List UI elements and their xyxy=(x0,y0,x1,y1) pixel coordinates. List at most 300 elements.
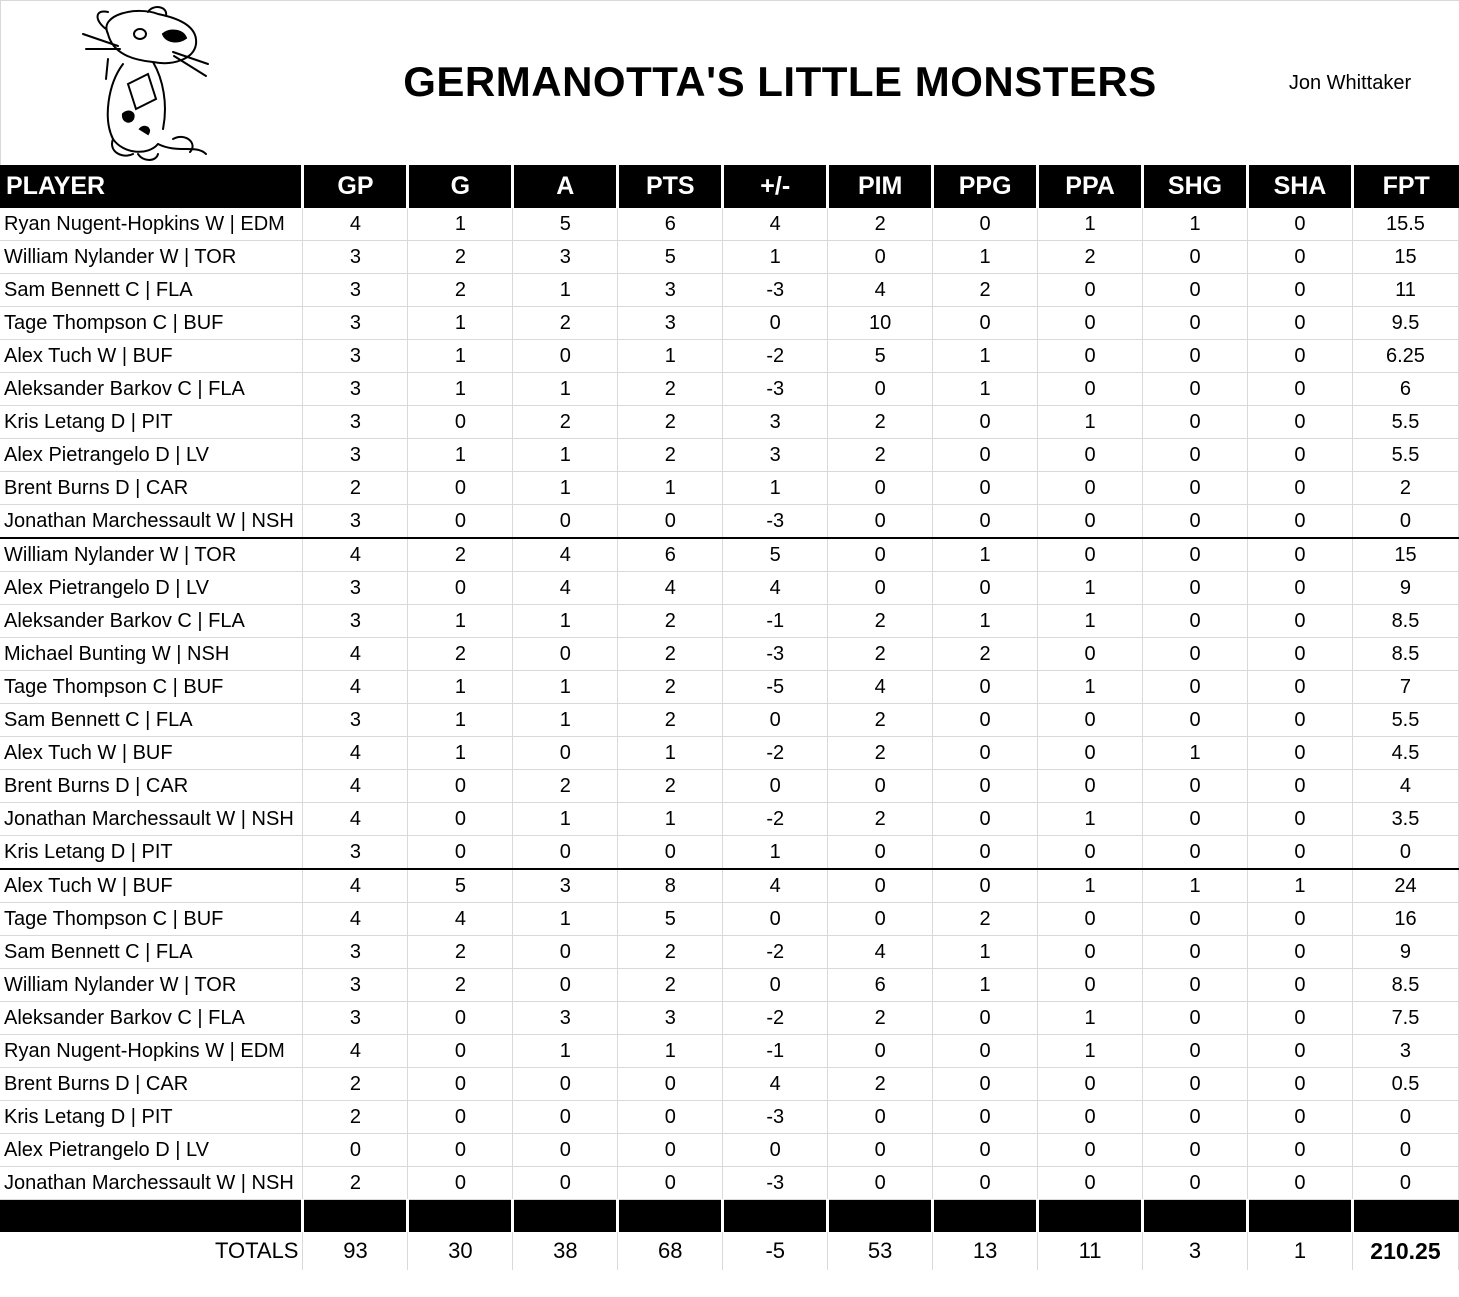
stat-cell: 0 xyxy=(1248,307,1353,340)
player-name: William Nylander W | TOR xyxy=(0,241,303,274)
separator-cell xyxy=(1038,1200,1143,1233)
stat-cell: 0 xyxy=(1038,704,1143,737)
player-name: Tage Thompson C | BUF xyxy=(0,903,303,936)
stat-cell: 4 xyxy=(513,538,618,572)
stat-cell: 5.5 xyxy=(1352,439,1458,472)
stat-cell: 1 xyxy=(1038,1035,1143,1068)
left-border xyxy=(0,0,1,165)
stat-cell: 0 xyxy=(933,803,1038,836)
table-row xyxy=(0,208,1459,241)
stat-cell: 1 xyxy=(513,472,618,505)
stat-cell: -2 xyxy=(723,936,828,969)
stat-cell: 0 xyxy=(1038,307,1143,340)
stat-cell: 3 xyxy=(513,1002,618,1035)
stat-cell: 0 xyxy=(723,704,828,737)
stat-cell: 0 xyxy=(408,505,513,539)
stat-cell: 0 xyxy=(1038,737,1143,770)
stat-cell: 0 xyxy=(723,969,828,1002)
stat-cell: 2 xyxy=(828,803,933,836)
totals-label: TOTALS xyxy=(0,1232,303,1270)
table-row xyxy=(0,1101,1459,1134)
stat-cell: 0 xyxy=(1248,836,1353,870)
stat-cell: 2 xyxy=(408,936,513,969)
stat-cell: 0 xyxy=(1038,373,1143,406)
stat-cell: 0 xyxy=(1248,1002,1353,1035)
stat-cell: -2 xyxy=(723,803,828,836)
stat-cell: 4 xyxy=(723,869,828,903)
stat-cell: 0 xyxy=(1352,1167,1458,1200)
stat-cell: 9 xyxy=(1352,572,1458,605)
stat-cell: -2 xyxy=(723,340,828,373)
stat-cell: 2 xyxy=(828,605,933,638)
stat-cell: 2 xyxy=(303,472,408,505)
separator-cell xyxy=(828,1200,933,1233)
stat-cell: 0 xyxy=(933,770,1038,803)
stat-cell: 6.25 xyxy=(1352,340,1458,373)
player-name: Brent Burns D | CAR xyxy=(0,770,303,803)
stat-cell: 0 xyxy=(1143,1167,1248,1200)
stat-cell: 1 xyxy=(933,340,1038,373)
player-name: Alex Pietrangelo D | LV xyxy=(0,572,303,605)
stat-cell: 1 xyxy=(513,373,618,406)
player-name: Aleksander Barkov C | FLA xyxy=(0,605,303,638)
stat-cell: 6 xyxy=(828,969,933,1002)
stat-cell: 0 xyxy=(408,803,513,836)
stat-cell: 0 xyxy=(1248,439,1353,472)
stat-cell: 2 xyxy=(303,1167,408,1200)
stat-cell: 1 xyxy=(1038,406,1143,439)
stat-cell: 0 xyxy=(1038,969,1143,1002)
player-name: Alex Pietrangelo D | LV xyxy=(0,1134,303,1167)
stat-cell: 0 xyxy=(1143,803,1248,836)
stat-cell: 0 xyxy=(1352,505,1458,539)
stat-cell: 4 xyxy=(303,671,408,704)
total-value: 30 xyxy=(408,1232,513,1270)
player-name: Alex Tuch W | BUF xyxy=(0,869,303,903)
stat-cell: 1 xyxy=(1143,208,1248,241)
stat-cell: 3 xyxy=(618,1002,723,1035)
stat-cell: 5 xyxy=(828,340,933,373)
table-row xyxy=(0,439,1459,472)
stat-cell: 3 xyxy=(303,241,408,274)
stat-cell: 5 xyxy=(618,903,723,936)
stat-cell: 3 xyxy=(513,869,618,903)
table-row xyxy=(0,704,1459,737)
stat-cell: 8 xyxy=(618,869,723,903)
stat-cell: 1 xyxy=(618,737,723,770)
stat-cell: 3 xyxy=(303,406,408,439)
stat-cell: 0 xyxy=(1248,241,1353,274)
stat-cell: 3 xyxy=(1352,1035,1458,1068)
table-row xyxy=(0,936,1459,969)
stat-cell: 0 xyxy=(828,241,933,274)
stat-cell: -1 xyxy=(723,1035,828,1068)
separator-cell xyxy=(513,1200,618,1233)
stat-cell: 2 xyxy=(618,638,723,671)
stat-cell: 0 xyxy=(1038,1068,1143,1101)
stat-cell: 0 xyxy=(1143,903,1248,936)
stat-cell: 0 xyxy=(933,704,1038,737)
stat-cell: 0 xyxy=(1248,969,1353,1002)
stat-cell: 0 xyxy=(828,572,933,605)
stat-cell: 0 xyxy=(513,1167,618,1200)
stat-cell: 0 xyxy=(513,936,618,969)
separator-cell xyxy=(1352,1200,1458,1233)
player-name: Tage Thompson C | BUF xyxy=(0,307,303,340)
stat-cell: 0 xyxy=(1143,241,1248,274)
stat-cell: 0 xyxy=(1143,1035,1248,1068)
stat-cell: 1 xyxy=(723,836,828,870)
cartoon-rat-icon xyxy=(78,4,213,164)
stat-cell: 0 xyxy=(513,969,618,1002)
stat-cell: 3 xyxy=(303,439,408,472)
stat-cell: 1 xyxy=(1038,208,1143,241)
player-name: Jonathan Marchessault W | NSH xyxy=(0,505,303,539)
table-row xyxy=(0,671,1459,704)
player-name: Sam Bennett C | FLA xyxy=(0,936,303,969)
stat-cell: 0 xyxy=(723,770,828,803)
total-value: 53 xyxy=(828,1232,933,1270)
stat-cell: 0 xyxy=(618,836,723,870)
stat-cell: 1 xyxy=(933,373,1038,406)
stat-cell: 0 xyxy=(1143,274,1248,307)
table-row xyxy=(0,373,1459,406)
stat-cell: -2 xyxy=(723,737,828,770)
stat-cell: 0 xyxy=(1143,605,1248,638)
stat-cell: 1 xyxy=(408,439,513,472)
stat-cell: 0 xyxy=(1038,770,1143,803)
stat-cell: 4 xyxy=(513,572,618,605)
stat-cell: 2 xyxy=(513,406,618,439)
stat-cell: 0 xyxy=(1038,936,1143,969)
stat-cell: 5 xyxy=(618,241,723,274)
stat-cell: 0 xyxy=(1248,505,1353,539)
stat-cell: 7.5 xyxy=(1352,1002,1458,1035)
stat-cell: 0 xyxy=(1248,936,1353,969)
stat-cell: 4 xyxy=(723,208,828,241)
stat-cell: 0 xyxy=(1038,1101,1143,1134)
player-name: Aleksander Barkov C | FLA xyxy=(0,373,303,406)
stat-cell: 0 xyxy=(1248,1068,1353,1101)
column-header: PIM xyxy=(828,165,933,208)
stat-cell: 0 xyxy=(828,472,933,505)
stat-cell: 0 xyxy=(1352,836,1458,870)
page-title: GERMANOTTA'S LITTLE MONSTERS xyxy=(403,58,1157,105)
stat-cell: 8.5 xyxy=(1352,969,1458,1002)
separator-cell xyxy=(408,1200,513,1233)
stat-cell: 5.5 xyxy=(1352,704,1458,737)
stat-cell: 2 xyxy=(1352,472,1458,505)
stat-cell: 4.5 xyxy=(1352,737,1458,770)
stat-cell: 4 xyxy=(723,572,828,605)
stat-cell: 2 xyxy=(618,406,723,439)
table-row xyxy=(0,406,1459,439)
table-row xyxy=(0,274,1459,307)
stat-cell: 3 xyxy=(303,969,408,1002)
stat-cell: 0 xyxy=(513,1068,618,1101)
player-name: Kris Letang D | PIT xyxy=(0,836,303,870)
player-name: Alex Tuch W | BUF xyxy=(0,340,303,373)
stat-cell: -3 xyxy=(723,638,828,671)
stat-cell: 0 xyxy=(1248,1101,1353,1134)
stat-cell: 0 xyxy=(303,1134,408,1167)
stat-cell: 0 xyxy=(1143,638,1248,671)
stat-cell: 0 xyxy=(618,1068,723,1101)
stat-cell: 0 xyxy=(933,1068,1038,1101)
table-row xyxy=(0,836,1459,870)
table-row xyxy=(0,770,1459,803)
stat-cell: 0 xyxy=(408,1035,513,1068)
player-name: William Nylander W | TOR xyxy=(0,538,303,572)
stat-cell: 0.5 xyxy=(1352,1068,1458,1101)
stat-cell: 2 xyxy=(933,274,1038,307)
stat-cell: 1 xyxy=(408,704,513,737)
stat-cell: 1 xyxy=(1038,572,1143,605)
stat-cell: 9 xyxy=(1352,936,1458,969)
stat-cell: 0 xyxy=(1248,1134,1353,1167)
stat-cell: 1 xyxy=(618,803,723,836)
stat-cell: 1 xyxy=(618,1035,723,1068)
table-row xyxy=(0,307,1459,340)
stat-cell: 1 xyxy=(513,605,618,638)
stat-cell: 0 xyxy=(1248,903,1353,936)
stat-cell: 1 xyxy=(723,241,828,274)
table-row xyxy=(0,538,1459,572)
stat-cell: 0 xyxy=(408,770,513,803)
totals-row xyxy=(0,1232,1459,1270)
stat-cell: -5 xyxy=(723,671,828,704)
stat-cell: 0 xyxy=(933,208,1038,241)
player-name: Brent Burns D | CAR xyxy=(0,1068,303,1101)
column-header: PPG xyxy=(933,165,1038,208)
player-name: William Nylander W | TOR xyxy=(0,969,303,1002)
total-value: 93 xyxy=(303,1232,408,1270)
separator-cell xyxy=(1248,1200,1353,1233)
top-border xyxy=(0,0,1459,1)
stat-cell: 0 xyxy=(933,869,1038,903)
table-row xyxy=(0,340,1459,373)
stat-cell: 0 xyxy=(1143,307,1248,340)
stat-cell: 4 xyxy=(618,572,723,605)
table-row xyxy=(0,969,1459,1002)
separator-bar xyxy=(0,1200,1459,1233)
stat-cell: -3 xyxy=(723,505,828,539)
stat-cell: 3 xyxy=(303,936,408,969)
total-value: 38 xyxy=(513,1232,618,1270)
table-body xyxy=(0,208,1459,1270)
stat-cell: -2 xyxy=(723,1002,828,1035)
column-header: PPA xyxy=(1038,165,1143,208)
stat-cell: 0 xyxy=(1143,439,1248,472)
stat-cell: 0 xyxy=(408,836,513,870)
stat-cell: 0 xyxy=(1248,373,1353,406)
stat-cell: 0 xyxy=(1248,538,1353,572)
stat-cell: 4 xyxy=(303,770,408,803)
stat-cell: 3 xyxy=(303,1002,408,1035)
stat-cell: 1 xyxy=(513,439,618,472)
stat-cell: 0 xyxy=(408,1134,513,1167)
stat-cell: 2 xyxy=(1038,241,1143,274)
stat-cell: 2 xyxy=(828,704,933,737)
stat-cell: 1 xyxy=(933,241,1038,274)
column-header: SHA xyxy=(1248,165,1353,208)
stat-cell: 0 xyxy=(1143,1134,1248,1167)
stat-cell: 3 xyxy=(303,572,408,605)
stat-cell: 0 xyxy=(723,1134,828,1167)
stat-cell: 2 xyxy=(828,1002,933,1035)
stat-cell: 0 xyxy=(408,1002,513,1035)
stat-cell: 10 xyxy=(828,307,933,340)
stat-cell: -3 xyxy=(723,274,828,307)
stat-cell: 2 xyxy=(618,770,723,803)
player-name: Kris Letang D | PIT xyxy=(0,406,303,439)
stat-cell: 1 xyxy=(513,671,618,704)
stat-cell: 2 xyxy=(513,770,618,803)
stat-cell: 3 xyxy=(303,274,408,307)
stat-cell: 0 xyxy=(828,1167,933,1200)
stat-cell: 1 xyxy=(1038,671,1143,704)
table-row xyxy=(0,1167,1459,1200)
stats-table xyxy=(0,165,1459,1270)
stat-cell: -3 xyxy=(723,1167,828,1200)
stat-cell: 2 xyxy=(933,638,1038,671)
stat-cell: 0 xyxy=(1038,340,1143,373)
stat-cell: 0 xyxy=(1143,1068,1248,1101)
stat-cell: 0 xyxy=(408,406,513,439)
stat-cell: 2 xyxy=(618,373,723,406)
header-row xyxy=(0,165,1459,208)
column-header: PTS xyxy=(618,165,723,208)
stat-cell: 0 xyxy=(1248,208,1353,241)
stat-cell: 0 xyxy=(1038,439,1143,472)
stat-cell: 3 xyxy=(303,373,408,406)
stat-cell: 2 xyxy=(513,307,618,340)
stat-cell: 1 xyxy=(408,671,513,704)
stat-cell: 0 xyxy=(828,770,933,803)
stat-cell: 0 xyxy=(618,505,723,539)
stat-cell: 1 xyxy=(513,1035,618,1068)
stat-cell: 2 xyxy=(828,208,933,241)
stat-cell: 1 xyxy=(408,605,513,638)
stat-cell: 0 xyxy=(828,1134,933,1167)
stat-cell: 6 xyxy=(1352,373,1458,406)
stat-cell: 4 xyxy=(303,538,408,572)
stat-cell: 0 xyxy=(1248,803,1353,836)
stat-cell: 1 xyxy=(933,936,1038,969)
stat-cell: 0 xyxy=(1352,1134,1458,1167)
stat-cell: 3 xyxy=(618,307,723,340)
stat-cell: 0 xyxy=(1248,572,1353,605)
stat-cell: 6 xyxy=(618,538,723,572)
stat-cell: 1 xyxy=(1038,605,1143,638)
stat-cell: 5 xyxy=(408,869,513,903)
stat-cell: 1 xyxy=(513,704,618,737)
stat-cell: 0 xyxy=(933,1134,1038,1167)
table-row xyxy=(0,472,1459,505)
stat-cell: 0 xyxy=(828,373,933,406)
stat-cell: 2 xyxy=(828,638,933,671)
stat-cell: 1 xyxy=(1143,869,1248,903)
stat-cell: 0 xyxy=(723,903,828,936)
table-row xyxy=(0,903,1459,936)
stat-cell: 0 xyxy=(1038,836,1143,870)
stat-cell: -3 xyxy=(723,1101,828,1134)
stat-cell: 2 xyxy=(933,903,1038,936)
column-header: A xyxy=(513,165,618,208)
stat-cell: 0 xyxy=(1248,737,1353,770)
separator-cell xyxy=(618,1200,723,1233)
stat-cell: 0 xyxy=(1143,406,1248,439)
table-row xyxy=(0,1002,1459,1035)
stat-cell: 5 xyxy=(513,208,618,241)
stat-cell: 11 xyxy=(1352,274,1458,307)
separator-cell xyxy=(723,1200,828,1233)
stat-cell: 3 xyxy=(303,307,408,340)
stat-cell: 0 xyxy=(1038,472,1143,505)
stat-cell: 3 xyxy=(723,406,828,439)
stat-cell: 4 xyxy=(303,1035,408,1068)
stat-cell: 2 xyxy=(618,969,723,1002)
stat-cell: 0 xyxy=(828,1035,933,1068)
stat-cell: 2 xyxy=(618,671,723,704)
stat-cell: 0 xyxy=(1143,704,1248,737)
stat-cell: 1 xyxy=(408,373,513,406)
stat-cell: 0 xyxy=(828,505,933,539)
stat-cell: 0 xyxy=(1352,1101,1458,1134)
stat-cell: 3 xyxy=(513,241,618,274)
stat-cell: 3 xyxy=(723,439,828,472)
stat-cell: 0 xyxy=(1143,472,1248,505)
stat-cell: 0 xyxy=(933,307,1038,340)
stat-cell: 0 xyxy=(933,406,1038,439)
stat-cell: 0 xyxy=(513,737,618,770)
stat-cell: 2 xyxy=(408,241,513,274)
total-value: -5 xyxy=(723,1232,828,1270)
stat-cell: 0 xyxy=(828,869,933,903)
stat-cell: 4 xyxy=(723,1068,828,1101)
stat-cell: 3 xyxy=(303,340,408,373)
player-name: Ryan Nugent-Hopkins W | EDM xyxy=(0,208,303,241)
stat-cell: 5 xyxy=(723,538,828,572)
stat-cell: 1 xyxy=(513,274,618,307)
stat-cell: 4 xyxy=(303,903,408,936)
stat-cell: 2 xyxy=(618,936,723,969)
stat-cell: 3.5 xyxy=(1352,803,1458,836)
column-header: +/- xyxy=(723,165,828,208)
stat-cell: 2 xyxy=(828,406,933,439)
stat-cell: 0 xyxy=(1143,671,1248,704)
stat-cell: 2 xyxy=(408,274,513,307)
stat-cell: 0 xyxy=(408,1068,513,1101)
stat-cell: 0 xyxy=(1248,274,1353,307)
stat-cell: 0 xyxy=(828,903,933,936)
stat-cell: 15.5 xyxy=(1352,208,1458,241)
stat-cell: 1 xyxy=(618,472,723,505)
stat-cell: 0 xyxy=(1143,538,1248,572)
stat-cell: 0 xyxy=(1143,340,1248,373)
table-row xyxy=(0,737,1459,770)
stat-cell: 0 xyxy=(933,1002,1038,1035)
stat-cell: 2 xyxy=(618,605,723,638)
stat-cell: 2 xyxy=(408,638,513,671)
stat-cell: 0 xyxy=(933,472,1038,505)
total-fpt: 210.25 xyxy=(1352,1232,1458,1270)
stat-cell: 1 xyxy=(933,538,1038,572)
stat-cell: 3 xyxy=(303,505,408,539)
stat-cell: 15 xyxy=(1352,241,1458,274)
separator-cell xyxy=(1143,1200,1248,1233)
stat-cell: -1 xyxy=(723,605,828,638)
